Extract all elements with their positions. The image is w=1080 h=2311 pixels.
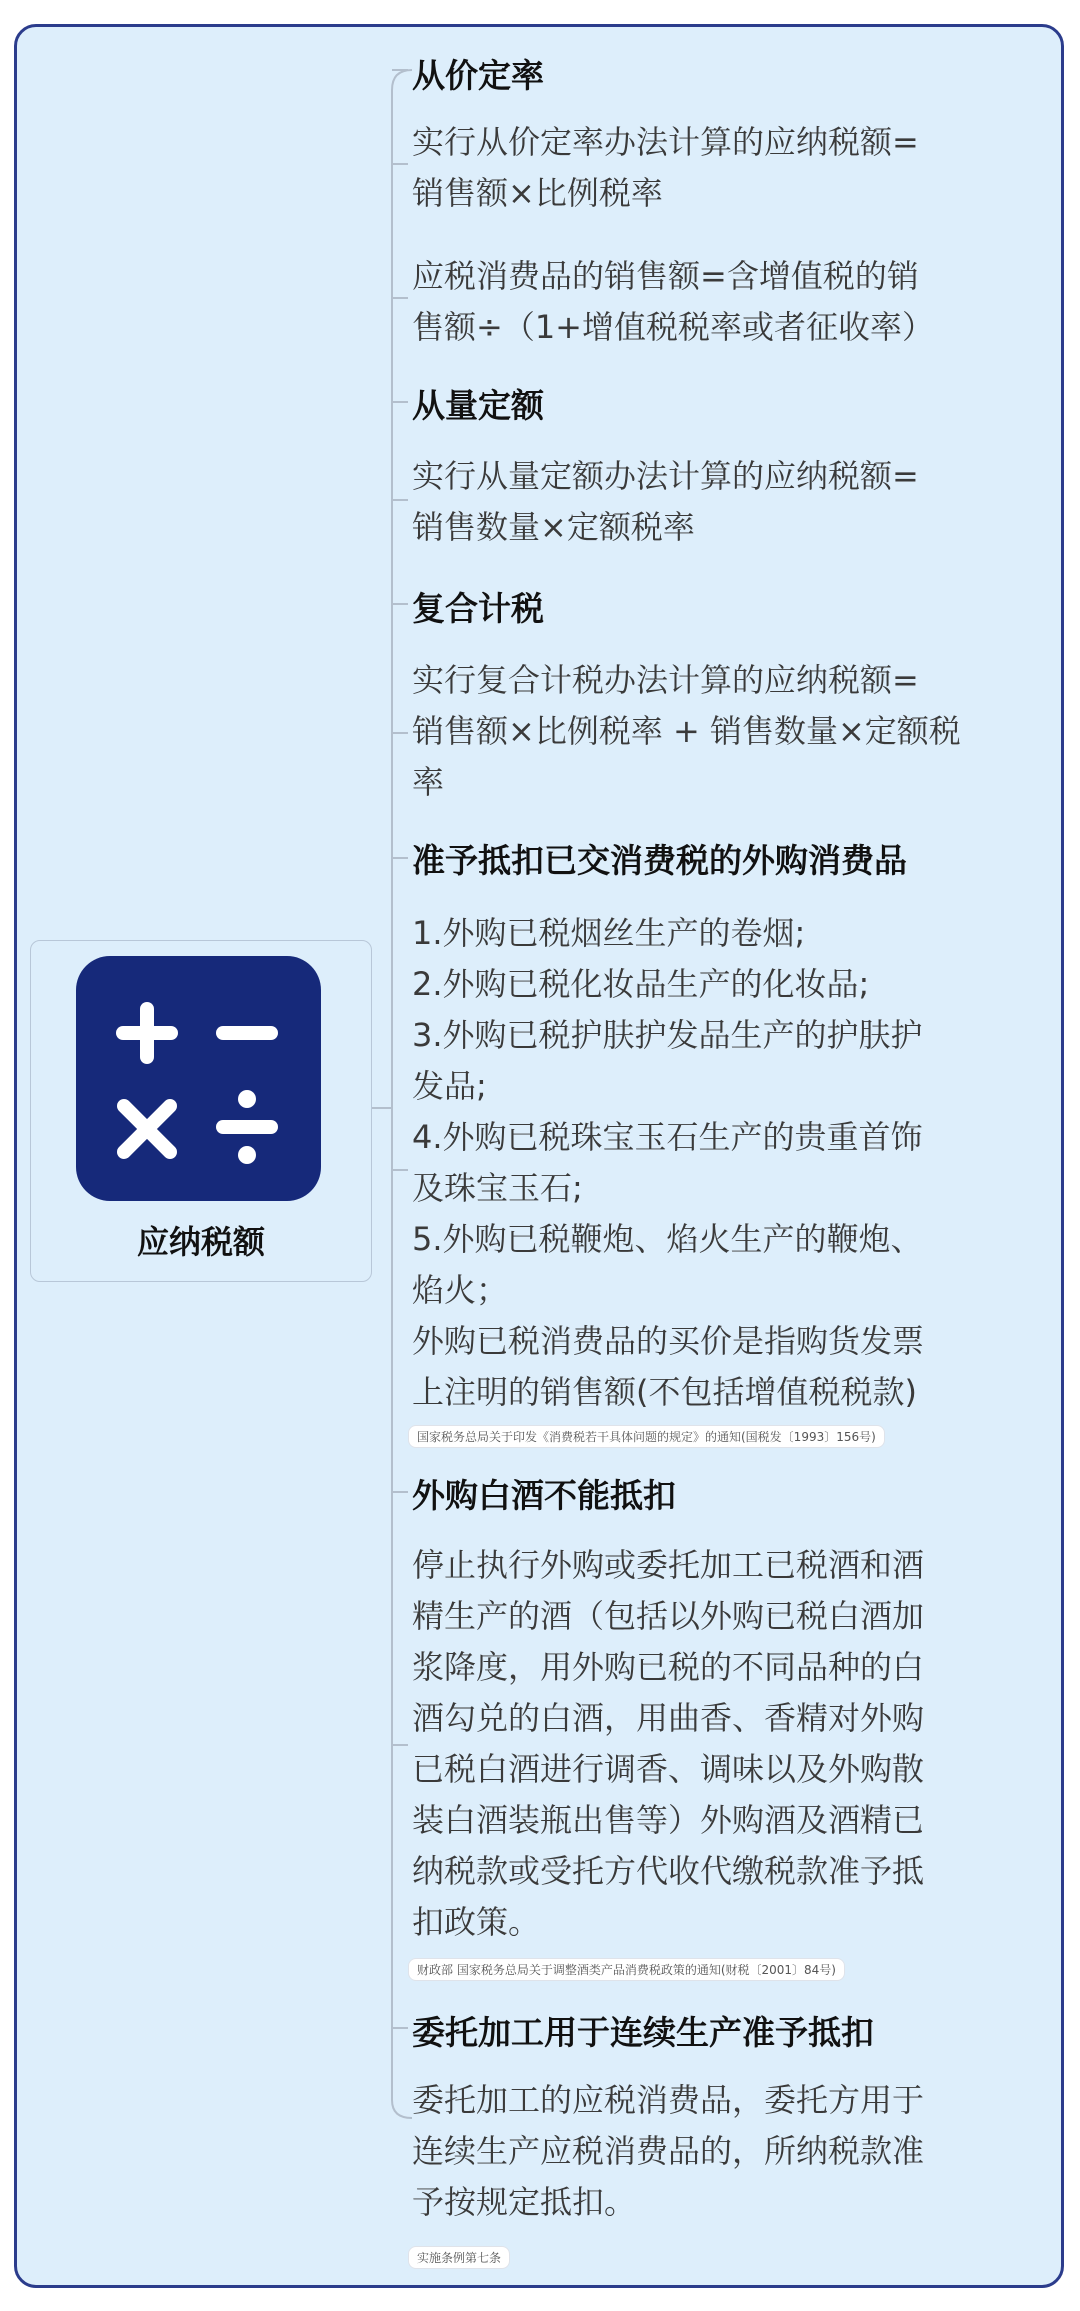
text-line: 3.外购已税护肤护发品生产的护肤护 bbox=[412, 1016, 923, 1054]
branch-detail bbox=[412, 451, 1032, 553]
source-tag[interactable]: 国家税务总局关于印发《消费税若干具体问题的规定》的通知(国税发〔1993〕156号) bbox=[408, 1425, 885, 1448]
branch-detail bbox=[412, 655, 1032, 808]
text-line: 应税消费品的销售额=含增值税的销 bbox=[412, 257, 919, 295]
text-line: 发品; bbox=[412, 1067, 487, 1105]
text-line: 实行从价定率办法计算的应纳税额= bbox=[412, 123, 919, 161]
branch-title-ad-valorem[interactable]: 从价定率 bbox=[412, 56, 544, 95]
text-line: 4.外购已税珠宝玉石生产的贵重首饰 bbox=[412, 1118, 923, 1156]
text-line: 外购已税消费品的买价是指购货发票 bbox=[412, 1322, 925, 1360]
plus-icon-v bbox=[140, 1002, 154, 1064]
text-line: 销售数量×定额税率 bbox=[412, 508, 695, 546]
text-line: 售额÷（1+增值税税率或者征收率） bbox=[412, 308, 934, 346]
branch-detail bbox=[412, 251, 1032, 353]
branch-title-deduction-purchased[interactable]: 准予抵扣已交消费税的外购消费品 bbox=[412, 841, 907, 880]
text-line: 上注明的销售额(不包括增值税税款) bbox=[412, 1373, 917, 1411]
text-line: 装白酒装瓶出售等）外购酒及酒精已 bbox=[412, 1801, 925, 1839]
text-line: 纳税款或受托方代收代缴税款准予抵 bbox=[412, 1852, 925, 1890]
text-line: 扣政策。 bbox=[412, 1903, 541, 1941]
root-label: 应纳税额 bbox=[136, 1223, 265, 1261]
branch-detail bbox=[412, 908, 1032, 1418]
text-line: 率 bbox=[412, 763, 445, 801]
branch-detail bbox=[412, 117, 1032, 219]
branch-title-liquor-no-deduction[interactable]: 外购白酒不能抵扣 bbox=[412, 1476, 676, 1515]
text-line: 实行从量定额办法计算的应纳税额= bbox=[412, 457, 919, 495]
source-tag[interactable]: 实施条例第七条 bbox=[408, 2246, 510, 2269]
text-line: 1.外购已税烟丝生产的卷烟; bbox=[412, 914, 806, 952]
spine-line bbox=[392, 70, 412, 2118]
divide-icon-bar bbox=[216, 1120, 278, 1134]
branch-detail bbox=[412, 2075, 1032, 2228]
text-line: 酒勾兑的白酒，用曲香、香精对外购 bbox=[412, 1699, 925, 1737]
text-line: 5.外购已税鞭炮、焰火生产的鞭炮、 bbox=[412, 1220, 923, 1258]
minus-icon bbox=[216, 1026, 278, 1040]
root-node[interactable] bbox=[30, 940, 372, 1282]
source-tag[interactable]: 财政部 国家税务总局关于调整酒类产品消费税政策的通知(财税〔2001〕84号) bbox=[408, 1958, 845, 1981]
text-line: 销售额×比例税率 + 销售数量×定额税 bbox=[412, 712, 961, 750]
branch-title-processing-continuous[interactable]: 委托加工用于连续生产准予抵扣 bbox=[412, 2013, 874, 2052]
text-line: 连续生产应税消费品的，所纳税款准 bbox=[412, 2132, 925, 2170]
branch-title-compound[interactable]: 复合计税 bbox=[412, 589, 544, 628]
text-line: 实行复合计税办法计算的应纳税额= bbox=[412, 661, 919, 699]
text-line: 已税白酒进行调香、调味以及外购散 bbox=[412, 1750, 925, 1788]
text-line: 2.外购已税化妆品生产的化妆品; bbox=[412, 965, 870, 1003]
text-line: 予按规定抵扣。 bbox=[412, 2183, 637, 2221]
branch-title-specific-rate[interactable]: 从量定额 bbox=[412, 386, 544, 425]
divide-icon-dot-top bbox=[238, 1090, 256, 1108]
text-line: 停止执行外购或委托加工已税酒和酒 bbox=[412, 1546, 925, 1584]
branch-detail bbox=[412, 1540, 1032, 1948]
text-line: 精生产的酒（包括以外购已税白酒加 bbox=[412, 1597, 925, 1635]
text-line: 焰火； bbox=[412, 1271, 509, 1309]
text-line: 销售额×比例税率 bbox=[412, 174, 663, 212]
calculator-operators-icon bbox=[76, 956, 321, 1201]
text-line: 委托加工的应税消费品，委托方用于 bbox=[412, 2081, 925, 2119]
text-line: 及珠宝玉石; bbox=[412, 1169, 583, 1207]
divide-icon-dot-bottom bbox=[238, 1146, 256, 1164]
text-line: 浆降度，用外购已税的不同品种的白 bbox=[412, 1648, 925, 1686]
